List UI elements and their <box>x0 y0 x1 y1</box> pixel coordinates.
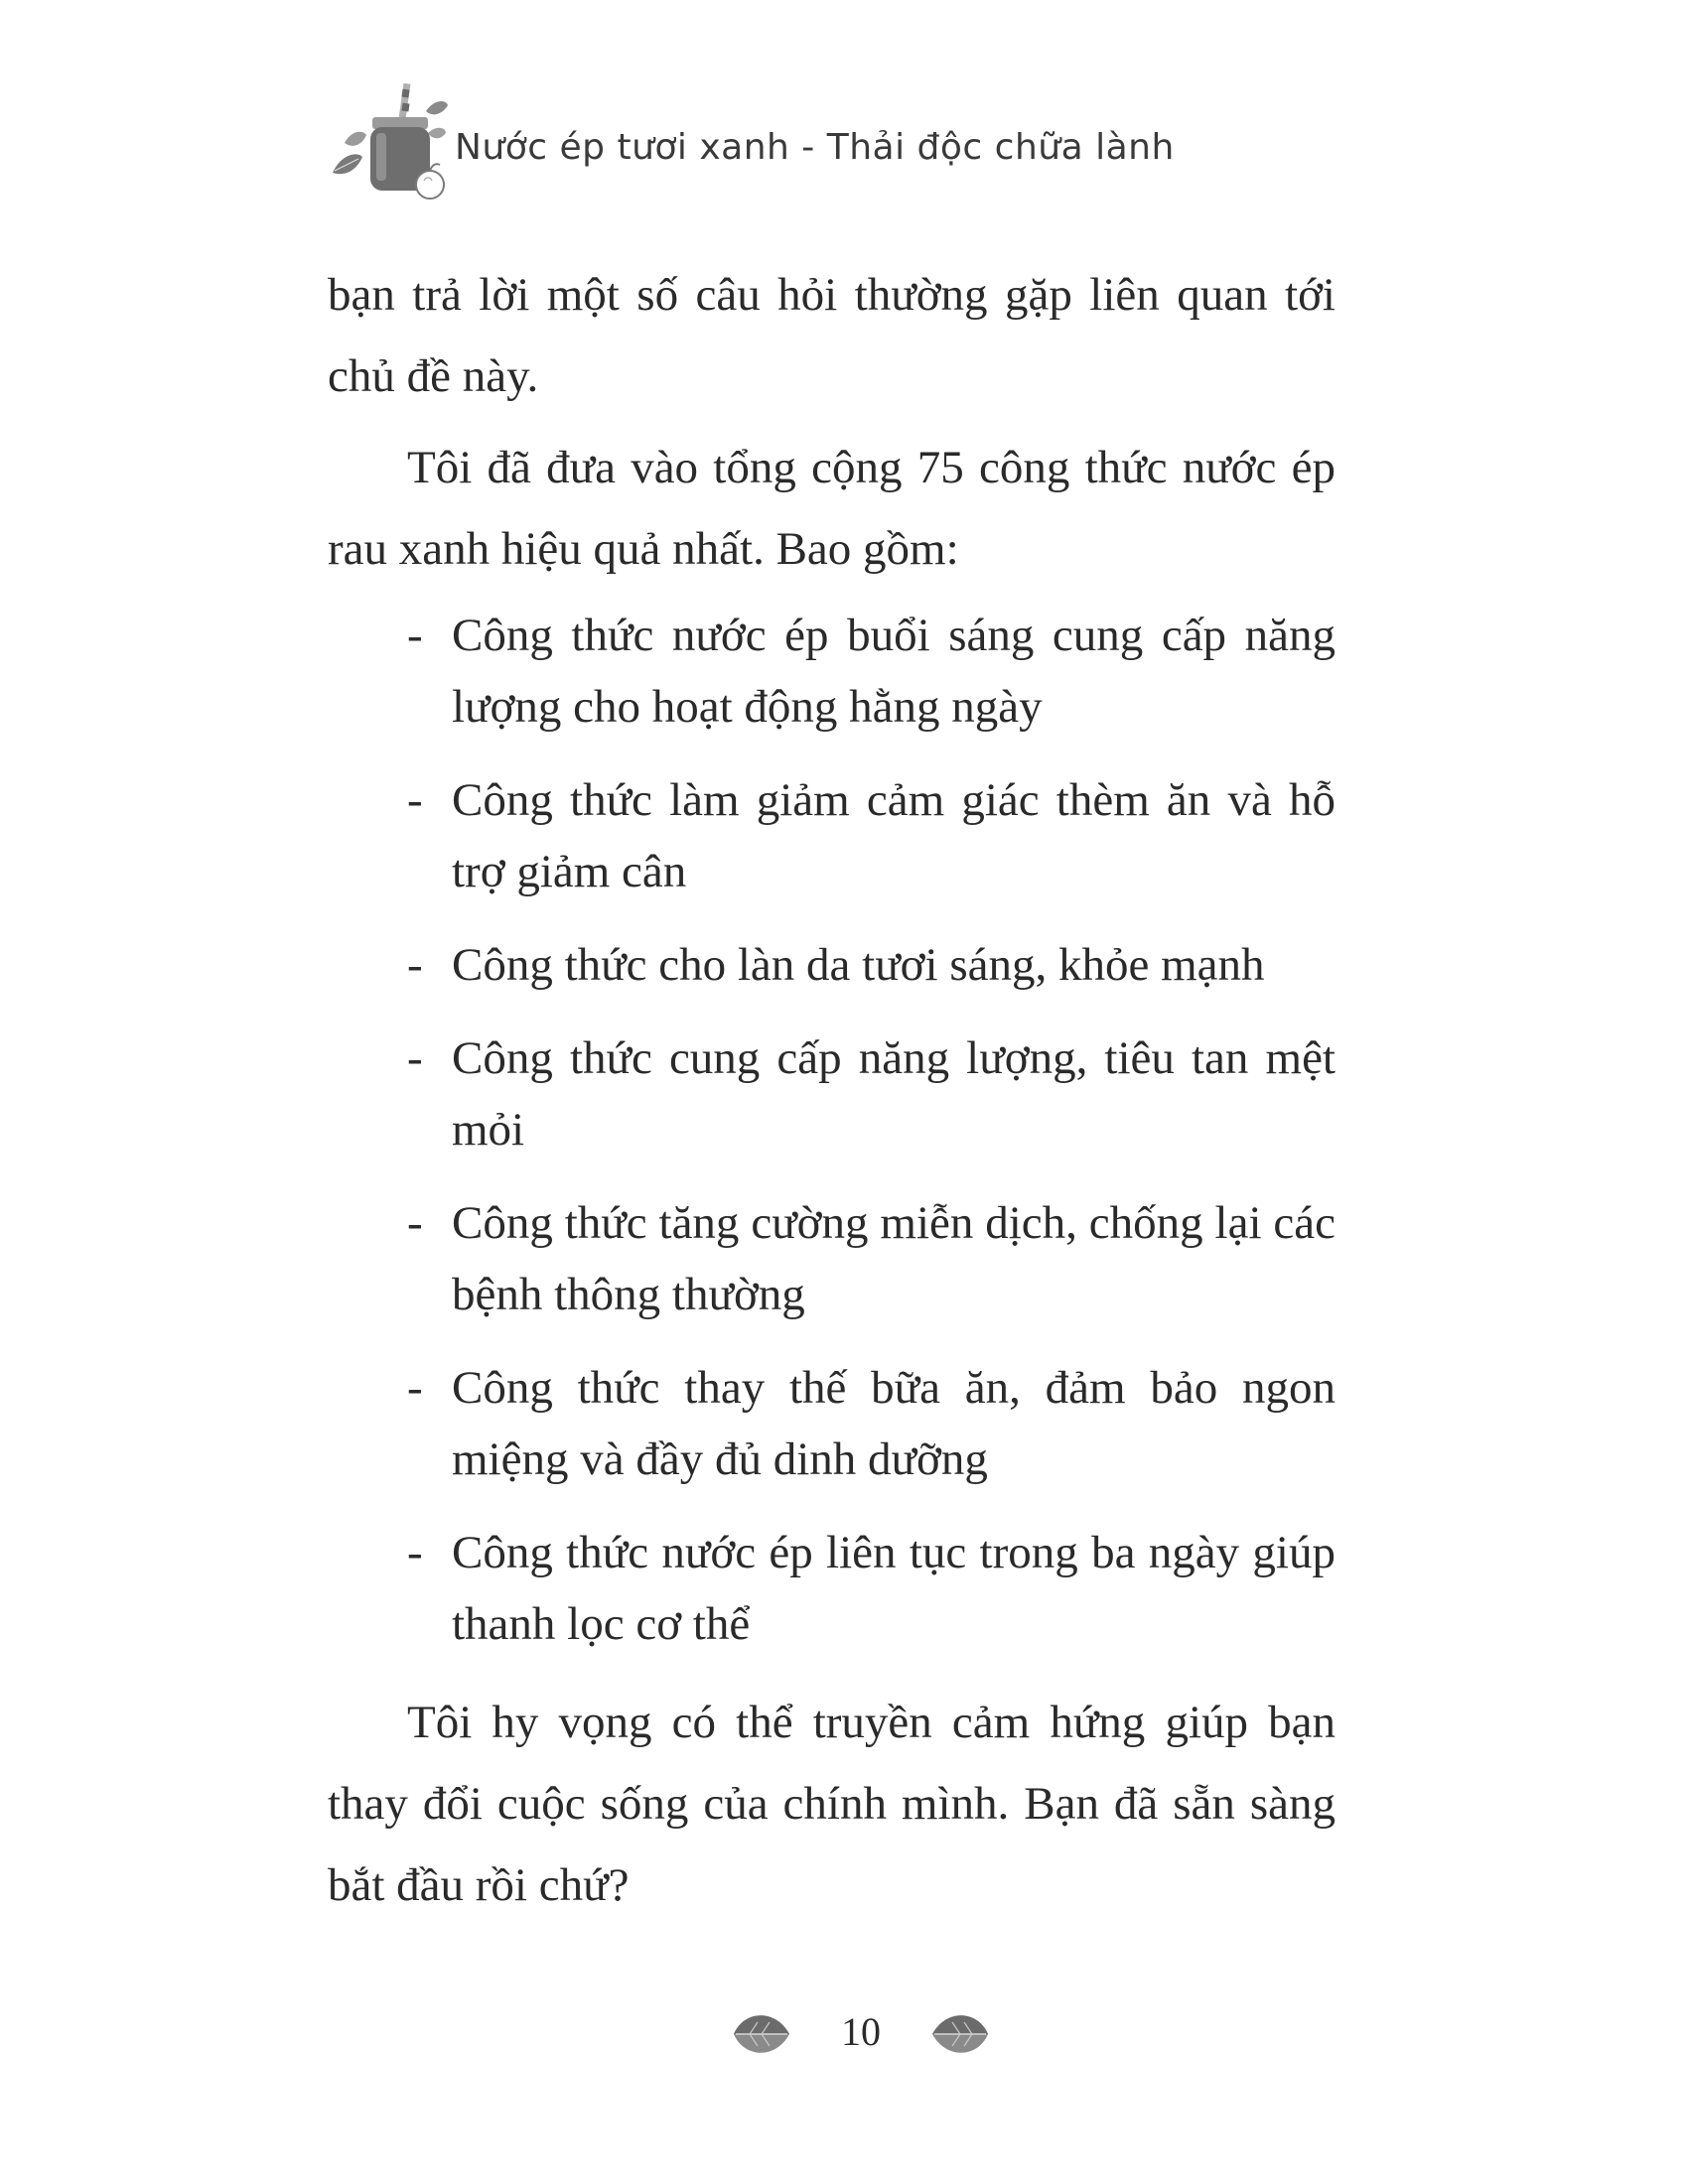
list-item-text: Công thức cho làn da tươi sáng, khỏe mạnh <box>452 939 1265 991</box>
leaf-icon <box>928 2004 992 2064</box>
list-dash: - <box>407 1197 423 1249</box>
list-dash: - <box>407 939 423 991</box>
list-item <box>328 1352 1336 1495</box>
list-dash: - <box>407 610 423 661</box>
list-item-text: Công thức cung cấp năng lượng, tiêu tan mệt mỏi <box>452 1032 1336 1156</box>
list-item-text: Công thức làm giảm cảm giác thèm ăn và hỗ trợ giảm cân <box>452 774 1336 897</box>
list-item <box>328 764 1336 907</box>
page-footer <box>730 2000 993 2080</box>
running-header <box>323 81 1415 210</box>
list-item-text: Công thức thay thế bữa ăn, đảm bảo ngon miệng và đầy đủ dinh dưỡng <box>452 1362 1336 1485</box>
juice-jar-icon <box>323 81 452 201</box>
list-item <box>328 600 1336 743</box>
list-item <box>328 1187 1336 1330</box>
paragraph: Tôi đã đưa vào tổng cộng 75 công thức nước ép rau xanh hiệu quả nhất. Bao gồm: <box>328 442 1336 575</box>
recipe-list <box>328 600 1336 1660</box>
list-item-text: Công thức nước ép buổi sáng cung cấp năng lượng cho hoạt động hằng ngày <box>452 610 1336 733</box>
page-number: 10 <box>841 2009 881 2054</box>
paragraph: Tôi hy vọng có thể truyền cảm hứng giúp bạn thay đổi cuộc sống của chính mình. Bạn đã sẵn sàng bắt đầu rồi chứ? <box>328 1697 1336 1911</box>
list-item-text: Công thức nước ép liên tục trong ba ngày giúp thanh lọc cơ thể <box>452 1527 1336 1650</box>
list-dash: - <box>407 1527 423 1578</box>
list-dash: - <box>407 1362 423 1414</box>
leaf-icon <box>730 2004 793 2064</box>
list-dash: - <box>407 774 423 826</box>
running-title: Nước ép tươi xanh - Thải độc chữa lành <box>455 127 1175 168</box>
list-item <box>328 1517 1336 1660</box>
paragraph: bạn trả lời một số câu hỏi thường gặp liên quan tới chủ đề này. <box>328 269 1336 402</box>
list-item-text: Công thức tăng cường miễn dịch, chống lại các bệnh thông thường <box>452 1197 1336 1320</box>
list-item <box>328 1023 1336 1165</box>
list-dash: - <box>407 1032 423 1084</box>
list-item <box>328 929 1336 1001</box>
main-text <box>328 254 1336 1926</box>
